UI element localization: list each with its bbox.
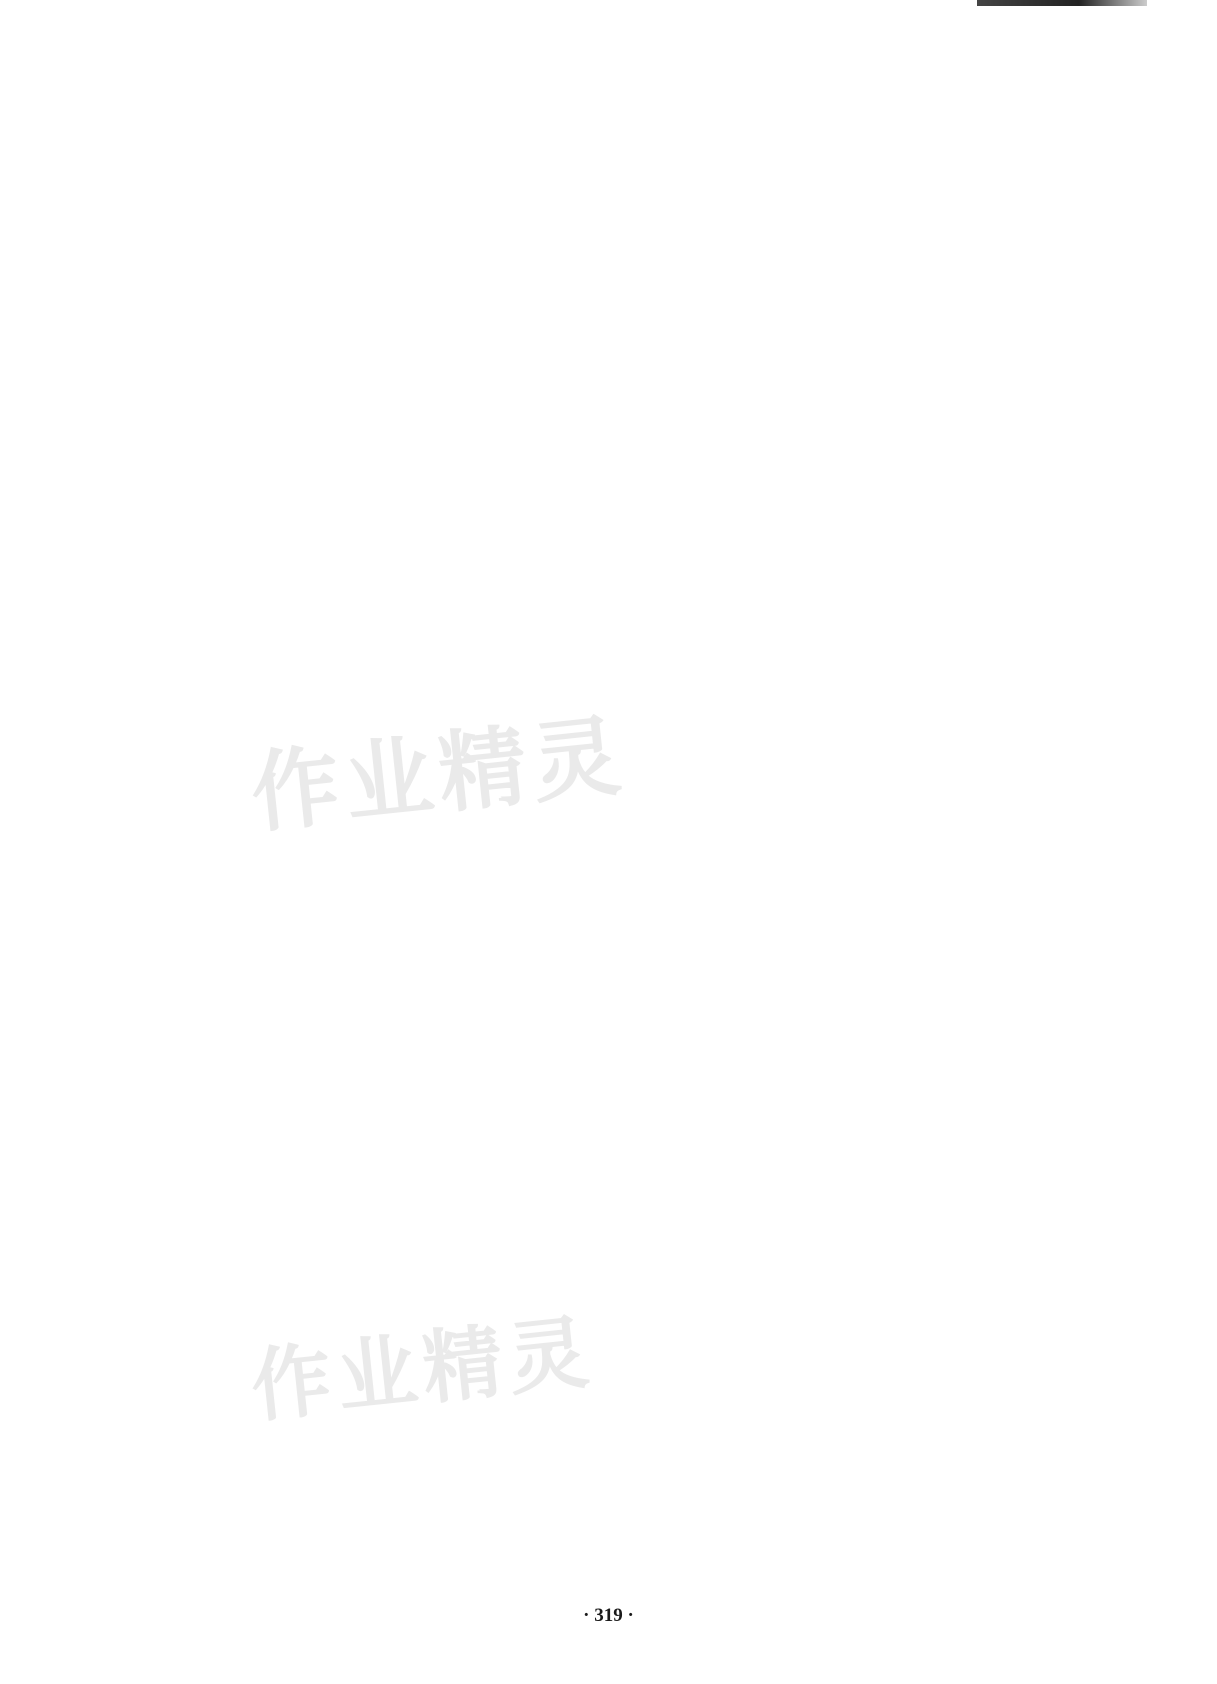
middle-column [470,95,816,1595]
page-number: · 319 · [583,1605,634,1626]
answer-columns [116,95,1171,1595]
watermark-bottom: 作业精灵 [246,1305,599,1434]
left-column [116,95,462,1595]
scan-edge-shadow [977,0,1147,6]
watermark-center: 作业精灵 [246,703,632,846]
right-column [824,95,1170,1595]
